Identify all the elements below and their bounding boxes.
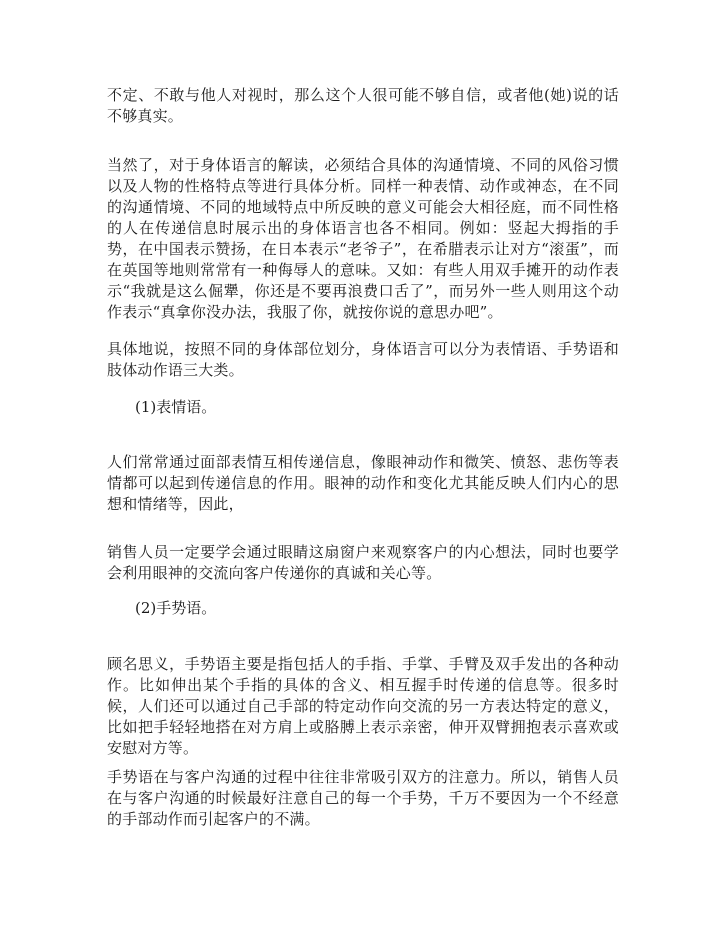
paragraph-gesture-in-sales: 手势语在与客户沟通的过程中往往非常吸引双方的注意力。所以，销售人员在与客户沟通的时候最好注意自己的每一个手势，千万不要因为一个不经意的手部动作而引起客户的不满。	[107, 768, 619, 828]
paragraph-gesture-definition: 顾名思义，手势语主要是指包括人的手指、手掌、手臂及双手发出的各种动作。比如伸出某个手指的具体的含义、相互握手时传递的信息等。很多时候，人们还可以通过自己手部的特定动作向交流的另一方表达特定的意义，比如把手轻轻地搭在对方肩上或胳膊上表示亲密，伸开双臂拥抱表示喜欢或安慰对方等。	[107, 655, 619, 757]
paragraph-body-language-interpretation: 当然了，对于身体语言的解读，必须结合具体的沟通情境、不同的风俗习惯以及人物的性格特点等进行具体分析。同样一种表情、动作或神态，在不同的沟通情境、不同的地域特点中所反映的意义可能会大相径庭，而不同性格的人在传递信息时展示出的身体语言也各不相同。例如：竖起大拇指的手势，在中国表示赞扬，在日本表示“老爷子”，在希腊表示让对方“滚蛋”，而在英国等地则常常有一种侮辱人的意味。又如：有些人用双手摊开的动作表示“我就是这么倔犟，你还是不要再浪费口舌了”，而另外一些人则用这个动作表示“真拿你没办法，我服了你，就按你说的意思办吧”。	[107, 156, 619, 321]
paragraph-self-confidence: 不定、不敢与他人对视时，那么这个人很可能不够自信，或者他(她)说的话不够真实。	[107, 86, 619, 125]
heading-gesture-language: (2)手势语。	[135, 599, 217, 617]
heading-facial-expression: (1)表情语。	[135, 398, 217, 416]
paragraph-facial-expression: 人们常常通过面部表情互相传递信息，像眼神动作和微笑、愤怒、悲伤等表情都可以起到传递信息的作用。眼神的动作和变化尤其能反映人们内心的思想和情绪等，因此，	[107, 453, 619, 513]
paragraph-body-language-types: 具体地说，按照不同的身体部位划分，身体语言可以分为表情语、手势语和肢体动作语三大类。	[107, 340, 619, 379]
paragraph-sales-eye-contact: 销售人员一定要学会通过眼睛这扇窗户来观察客户的内心想法，同时也要学会利用眼神的交流向客户传递你的真诚和关心等。	[107, 543, 619, 582]
